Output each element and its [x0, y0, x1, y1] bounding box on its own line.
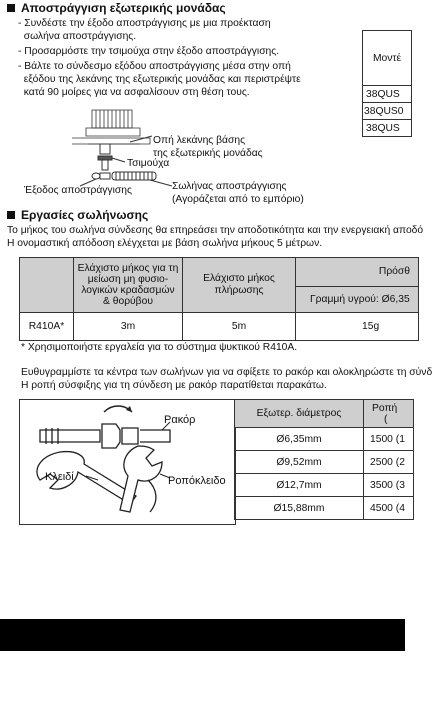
label-basin-hole: Οπή λεκάνης βάσης της εξωτερικής μονάδας: [153, 135, 263, 159]
drainage-instructions: [18, 17, 301, 99]
model-header: Μοντέ: [363, 31, 412, 86]
label-drain-hose: Σωλήνας αποστράγγισης (Αγοράζεται από το εμπόριο): [172, 181, 304, 205]
col-liquid-line: Γραμμή υγρού: Ø6,35: [296, 286, 419, 312]
cell-diameter: Ø9,52mm: [235, 451, 364, 474]
label-torque-wrench: Ροπόκλειδο: [168, 475, 226, 487]
instruction-line: κατά 90 μοίρες για να ασφαλίσουν στη θέση τους.: [18, 87, 250, 98]
instruction-line: - Προσαρμόστε την τσιμούχα στην έξοδο αποστράγγισης.: [18, 46, 280, 57]
model-cell: 38QUS: [363, 120, 412, 137]
cell-torque: 4500 (4: [364, 497, 414, 520]
col-min-length: Ελάχιστο μήκος για τη μείωση μη φυσιο- λογικών κραδασμών & θορύβου: [74, 258, 183, 313]
cell-liquid: 15g: [296, 313, 419, 341]
cell-diameter: Ø15,88mm: [235, 497, 364, 520]
col-torque: Ροπή (: [364, 400, 414, 428]
footnote: * Χρησιμοποιήστε εργαλεία για το σύστημα ψυκτικού R410A.: [21, 342, 298, 353]
torque-illustration: [20, 400, 233, 522]
instruction-line: εξόδου της λεκάνης της εξωτερικής μονάδας και περιστρέψτε: [18, 74, 301, 85]
page-footer-band: [0, 619, 405, 651]
section-heading-drainage: Αποστράγγιση εξωτερικής μονάδας: [7, 1, 226, 15]
table-corner: [20, 258, 74, 313]
instruction-line: - Βάλτε το σύνδεσμο εξόδου αποστράγγισης μέσα στην οπή: [18, 61, 291, 72]
col-min-fill: Ελάχιστο μήκος πλήρωσης: [183, 258, 296, 313]
arrow-gasket: [112, 158, 125, 162]
cell-diameter: Ø6,35mm: [235, 428, 364, 451]
piping-paragraph: Το μήκος του σωλήνα σύνδεσης θα επηρεάσει την αποδοτικότητα και την ενεργειακή αποδό Η ονομαστική απόδοση ελέγχεται με βάση σωλήνα μήκους 5 μέτρων.: [7, 225, 424, 249]
label-flare-nut: Ρακόρ: [164, 414, 196, 426]
col-additional: Πρόσθ: [296, 258, 419, 287]
instruction-line: σωλήνα αποστράγγισης.: [18, 31, 137, 42]
col-outer-diameter: Εξωτερ. διάμετρος: [235, 400, 364, 428]
cell-torque: 2500 (2: [364, 451, 414, 474]
label-gasket: Τσιμούχα: [127, 158, 170, 169]
arrow-basin: [130, 136, 152, 142]
torque-table: [234, 399, 414, 520]
cell-min-length: 3m: [74, 313, 183, 341]
instruction-line: - Συνδέστε την έξοδο αποστράγγισης με μια προέκταση: [18, 18, 271, 29]
bullet-square-icon: [7, 4, 15, 12]
cell-torque: 1500 (1: [364, 428, 414, 451]
section-heading-piping: Εργασίες σωλήνωσης: [7, 208, 148, 222]
cell-diameter: Ø12,7mm: [235, 474, 364, 497]
cell-torque: 3500 (3: [364, 474, 414, 497]
model-table: [362, 30, 412, 137]
cell-refrigerant: R410A*: [20, 313, 74, 341]
model-cell: 38QUS0: [363, 103, 412, 120]
flare-paragraph: Ευθυγραμμίστε τα κέντρα των σωλήνων για να σφίξετε το ρακόρ και ολοκληρώστε τη σύνδ Η ροπή σύσφιξης για τη σύνδεση με ρακόρ παρατίθεται παρακάτω.: [21, 367, 432, 391]
pipe-length-table: [19, 257, 419, 341]
label-spanner: Κλειδί: [45, 471, 74, 483]
label-drain-outlet: Έξοδος αποστράγγισης: [24, 185, 132, 196]
model-cell: 38QUS: [363, 86, 412, 103]
basin-illustration: [72, 110, 150, 144]
bullet-square-icon: [7, 211, 15, 219]
cell-min-fill: 5m: [183, 313, 296, 341]
